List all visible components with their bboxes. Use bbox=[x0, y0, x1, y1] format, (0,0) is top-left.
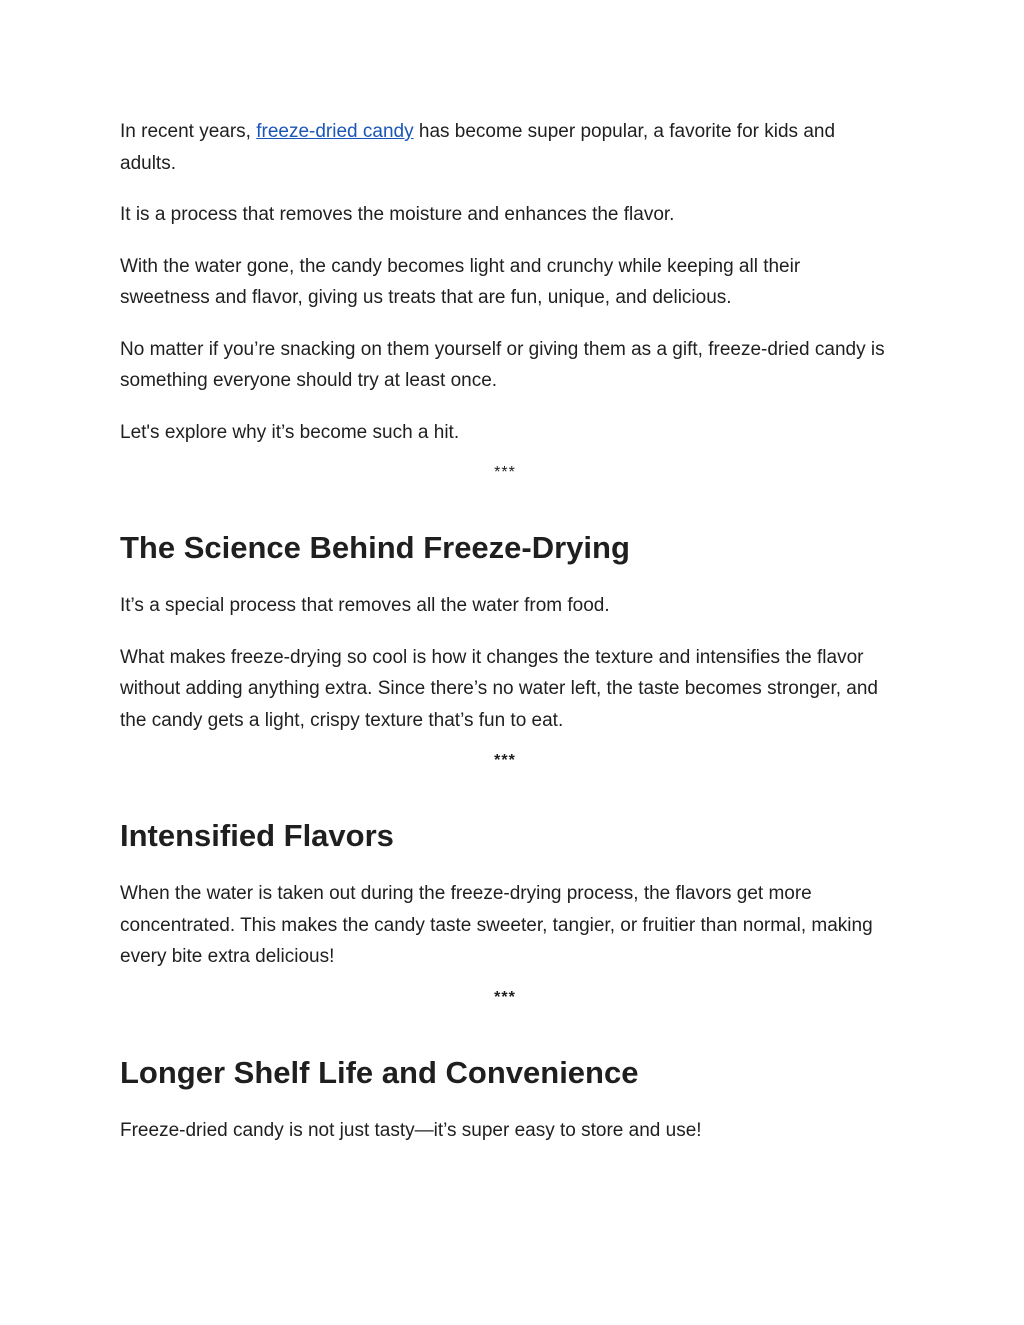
section-heading-flavors: Intensified Flavors bbox=[120, 818, 394, 853]
section-heading-shelf-life: Longer Shelf Life and Convenience bbox=[120, 1054, 639, 1090]
intro-text-before-link: In recent years, bbox=[120, 121, 257, 142]
science-paragraph-2: What makes freeze-drying so cool is how it changes the texture and intensifies the flavor without adding anything extra. Since there’s no water left, the taste becomes stronger, and the candy gets a light, crispy texture that’s fun to eat. bbox=[120, 646, 878, 731]
intro-paragraph-5: Let's explore why it’s become such a hit. bbox=[120, 421, 460, 443]
document-body bbox=[120, 116, 890, 1166]
science-paragraph-1: It’s a special process that removes all the water from food. bbox=[120, 595, 610, 616]
shelf-life-paragraph-1: Freeze-dried candy is not just tasty—it’s super easy to store and use! bbox=[120, 1119, 702, 1141]
section-separator: *** bbox=[494, 752, 516, 769]
intro-text-after-link: has become super popular, a favorite for kids and adults. bbox=[120, 121, 836, 174]
intro-paragraph-2: It is a process that removes the moisture and enhances the flavor. bbox=[120, 204, 675, 225]
intro-paragraph-3: With the water gone, the candy becomes light and crunchy while keeping all their sweetness and flavor, giving us treats that are fun, unique, and delicious. bbox=[120, 255, 801, 308]
freeze-dried-candy-link[interactable]: freeze-dried candy bbox=[256, 121, 414, 142]
section-separator: *** bbox=[494, 988, 516, 1006]
intro-paragraph-4: No matter if you’re snacking on them yourself or giving them as a gift, freeze-dried candy is something everyone should try at least once. bbox=[120, 338, 885, 391]
section-heading-science: The Science Behind Freeze-Drying bbox=[120, 530, 630, 565]
intro-paragraph-1 bbox=[120, 116, 890, 179]
flavors-paragraph-1: When the water is taken out during the freeze-drying process, the flavors get more concentrated. This makes the candy taste sweeter, tangier, or fruitier than normal, making every bite extra delicious! bbox=[120, 883, 873, 967]
section-separator: *** bbox=[494, 464, 516, 481]
